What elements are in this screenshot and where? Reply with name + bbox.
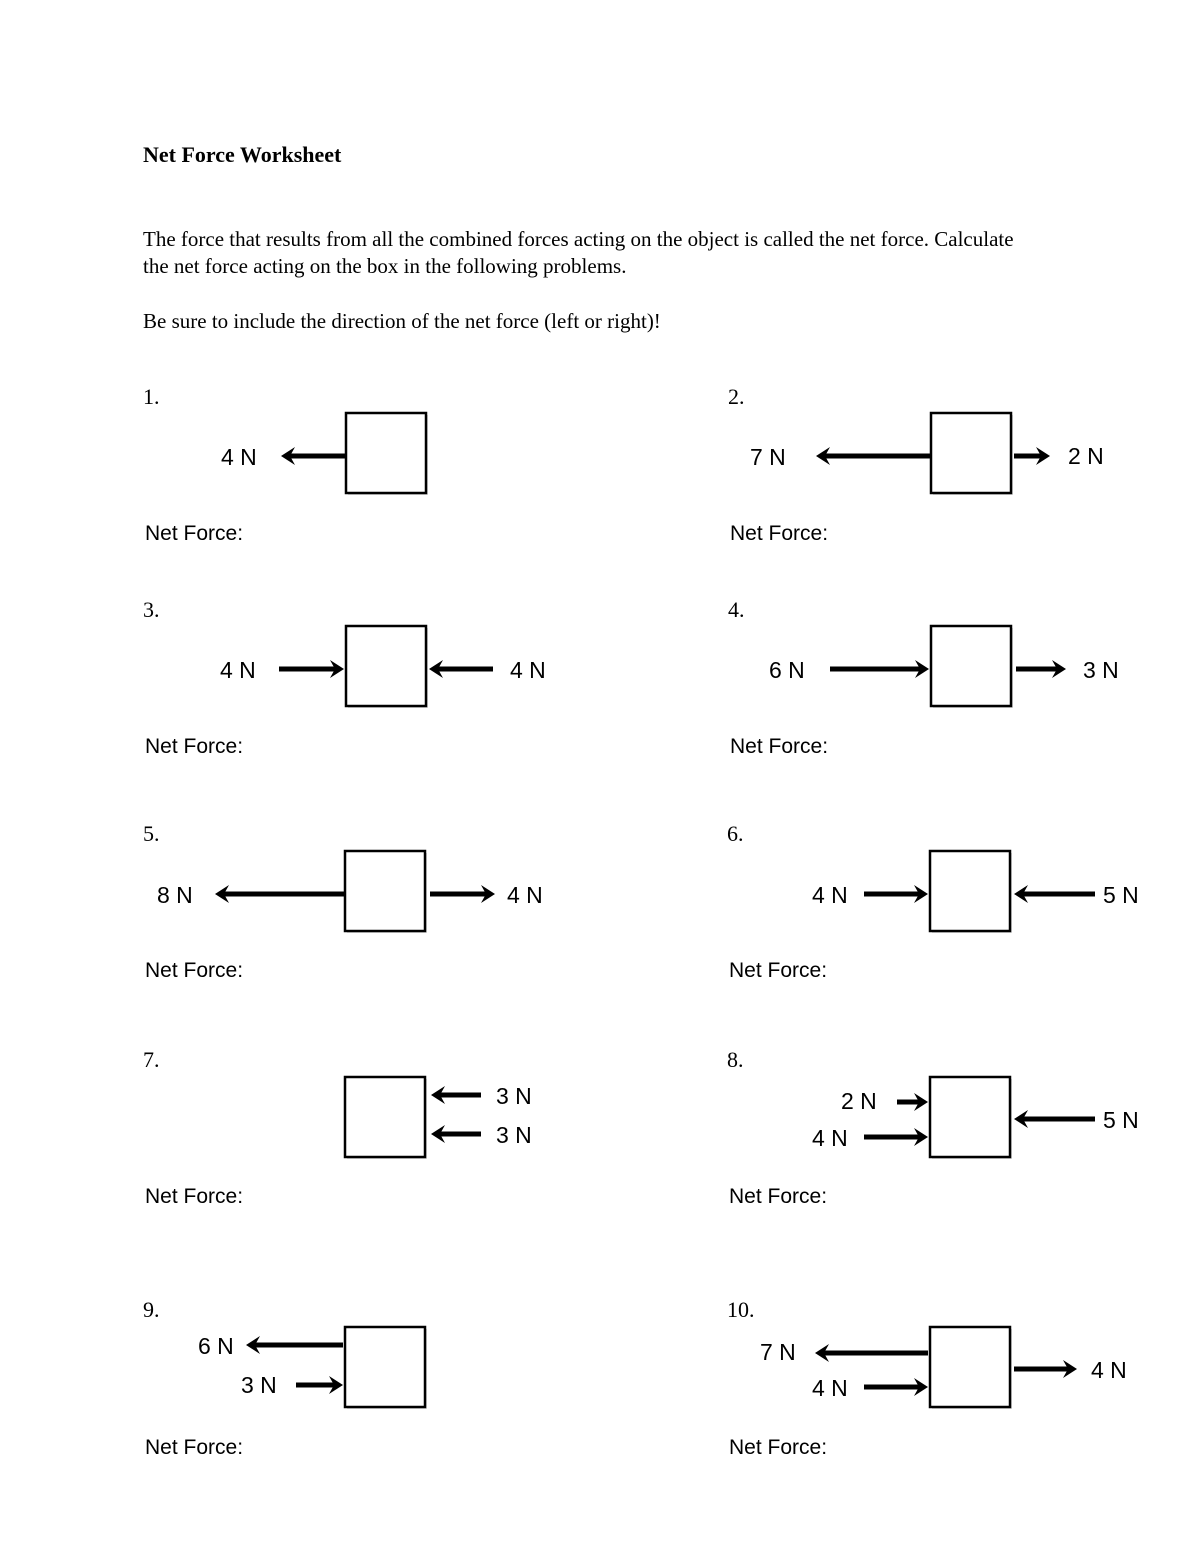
force-diagram [143, 821, 563, 951]
force-diagram [728, 384, 1148, 514]
force-label: 2 N [1068, 443, 1104, 469]
force-label: 6 N [198, 1333, 234, 1359]
force-arrow [431, 1086, 481, 1104]
force-arrow [431, 1125, 481, 1143]
box [931, 413, 1011, 493]
box [345, 1077, 425, 1157]
problem-9 [143, 1297, 703, 1497]
force-arrow [816, 447, 931, 465]
net-force-label: Net Force: [145, 959, 244, 982]
force-arrow [864, 1378, 928, 1396]
net-force-label: Net Force: [145, 1436, 244, 1459]
box [930, 1327, 1010, 1407]
force-label: 4 N [1091, 1357, 1127, 1383]
force-label: 4 N [507, 882, 543, 908]
problem-1 [143, 384, 703, 584]
box [930, 1077, 1010, 1157]
force-diagram [727, 821, 1147, 951]
box [931, 626, 1011, 706]
problem-number: 9. [143, 1297, 160, 1322]
force-arrow [864, 1128, 928, 1146]
force-arrow [1014, 447, 1050, 465]
force-label: 3 N [241, 1372, 277, 1398]
force-arrow [1014, 1110, 1095, 1128]
force-arrow [864, 885, 928, 903]
problem-number: 4. [728, 597, 745, 622]
force-diagram [143, 1047, 563, 1177]
problem-number: 10. [727, 1297, 755, 1322]
force-arrow [1014, 1360, 1077, 1378]
net-force-label: Net Force: [145, 735, 244, 758]
force-diagram [143, 597, 563, 727]
problem-number: 7. [143, 1047, 160, 1072]
box [346, 626, 426, 706]
net-force-label: Net Force: [145, 522, 244, 545]
problem-8 [727, 1047, 1200, 1247]
force-arrow [897, 1093, 928, 1111]
box [345, 1327, 425, 1407]
force-label: 8 N [157, 882, 193, 908]
force-label: 2 N [841, 1088, 877, 1114]
problem-7 [143, 1047, 703, 1247]
force-arrow [215, 885, 345, 903]
net-force-label: Net Force: [730, 735, 829, 758]
reminder-text: Be sure to include the direction of the net force (left or right)! [143, 309, 661, 333]
force-diagram [728, 597, 1148, 727]
force-diagram [143, 384, 563, 514]
force-diagram [727, 1047, 1147, 1177]
box [346, 413, 426, 493]
force-label: 3 N [1083, 657, 1119, 683]
net-force-label: Net Force: [729, 1436, 828, 1459]
page-title: Net Force Worksheet [143, 142, 342, 167]
force-arrow [1016, 660, 1066, 678]
force-label: 3 N [496, 1122, 532, 1148]
force-label: 3 N [496, 1083, 532, 1109]
force-label: 4 N [220, 657, 256, 683]
problem-number: 1. [143, 384, 160, 409]
force-arrow [246, 1336, 343, 1354]
problem-2 [728, 384, 1200, 584]
force-label: 4 N [221, 444, 257, 470]
box [930, 851, 1010, 931]
force-label: 6 N [769, 657, 805, 683]
problem-number: 6. [727, 821, 744, 846]
problem-number: 3. [143, 597, 160, 622]
force-arrow [815, 1344, 928, 1362]
problem-4 [728, 597, 1200, 797]
force-diagram [727, 1297, 1147, 1427]
force-label: 5 N [1103, 882, 1139, 908]
force-label: 4 N [812, 1125, 848, 1151]
net-force-label: Net Force: [729, 959, 828, 982]
force-arrow [830, 660, 929, 678]
force-diagram [143, 1297, 563, 1427]
force-label: 5 N [1103, 1107, 1139, 1133]
force-arrow [279, 660, 344, 678]
force-arrow [429, 660, 493, 678]
net-force-label: Net Force: [729, 1185, 828, 1208]
force-label: 4 N [510, 657, 546, 683]
problem-number: 2. [728, 384, 745, 409]
force-label: 4 N [812, 882, 848, 908]
force-label: 7 N [760, 1339, 796, 1365]
net-force-label: Net Force: [145, 1185, 244, 1208]
problem-5 [143, 821, 703, 1021]
box [345, 851, 425, 931]
problem-3 [143, 597, 703, 797]
problem-number: 8. [727, 1047, 744, 1072]
intro-paragraph: The force that results from all the combined forces acting on the object is called the net force. Calculate the net force acting on the box in the following problems. [143, 227, 1014, 278]
force-arrow [296, 1376, 343, 1394]
force-arrow [430, 885, 495, 903]
force-arrow [1014, 885, 1095, 903]
problem-number: 5. [143, 821, 160, 846]
force-arrow [281, 447, 346, 465]
net-force-label: Net Force: [730, 522, 829, 545]
force-label: 4 N [812, 1375, 848, 1401]
problem-10 [727, 1297, 1200, 1497]
force-label: 7 N [750, 444, 786, 470]
problem-6 [727, 821, 1200, 1021]
